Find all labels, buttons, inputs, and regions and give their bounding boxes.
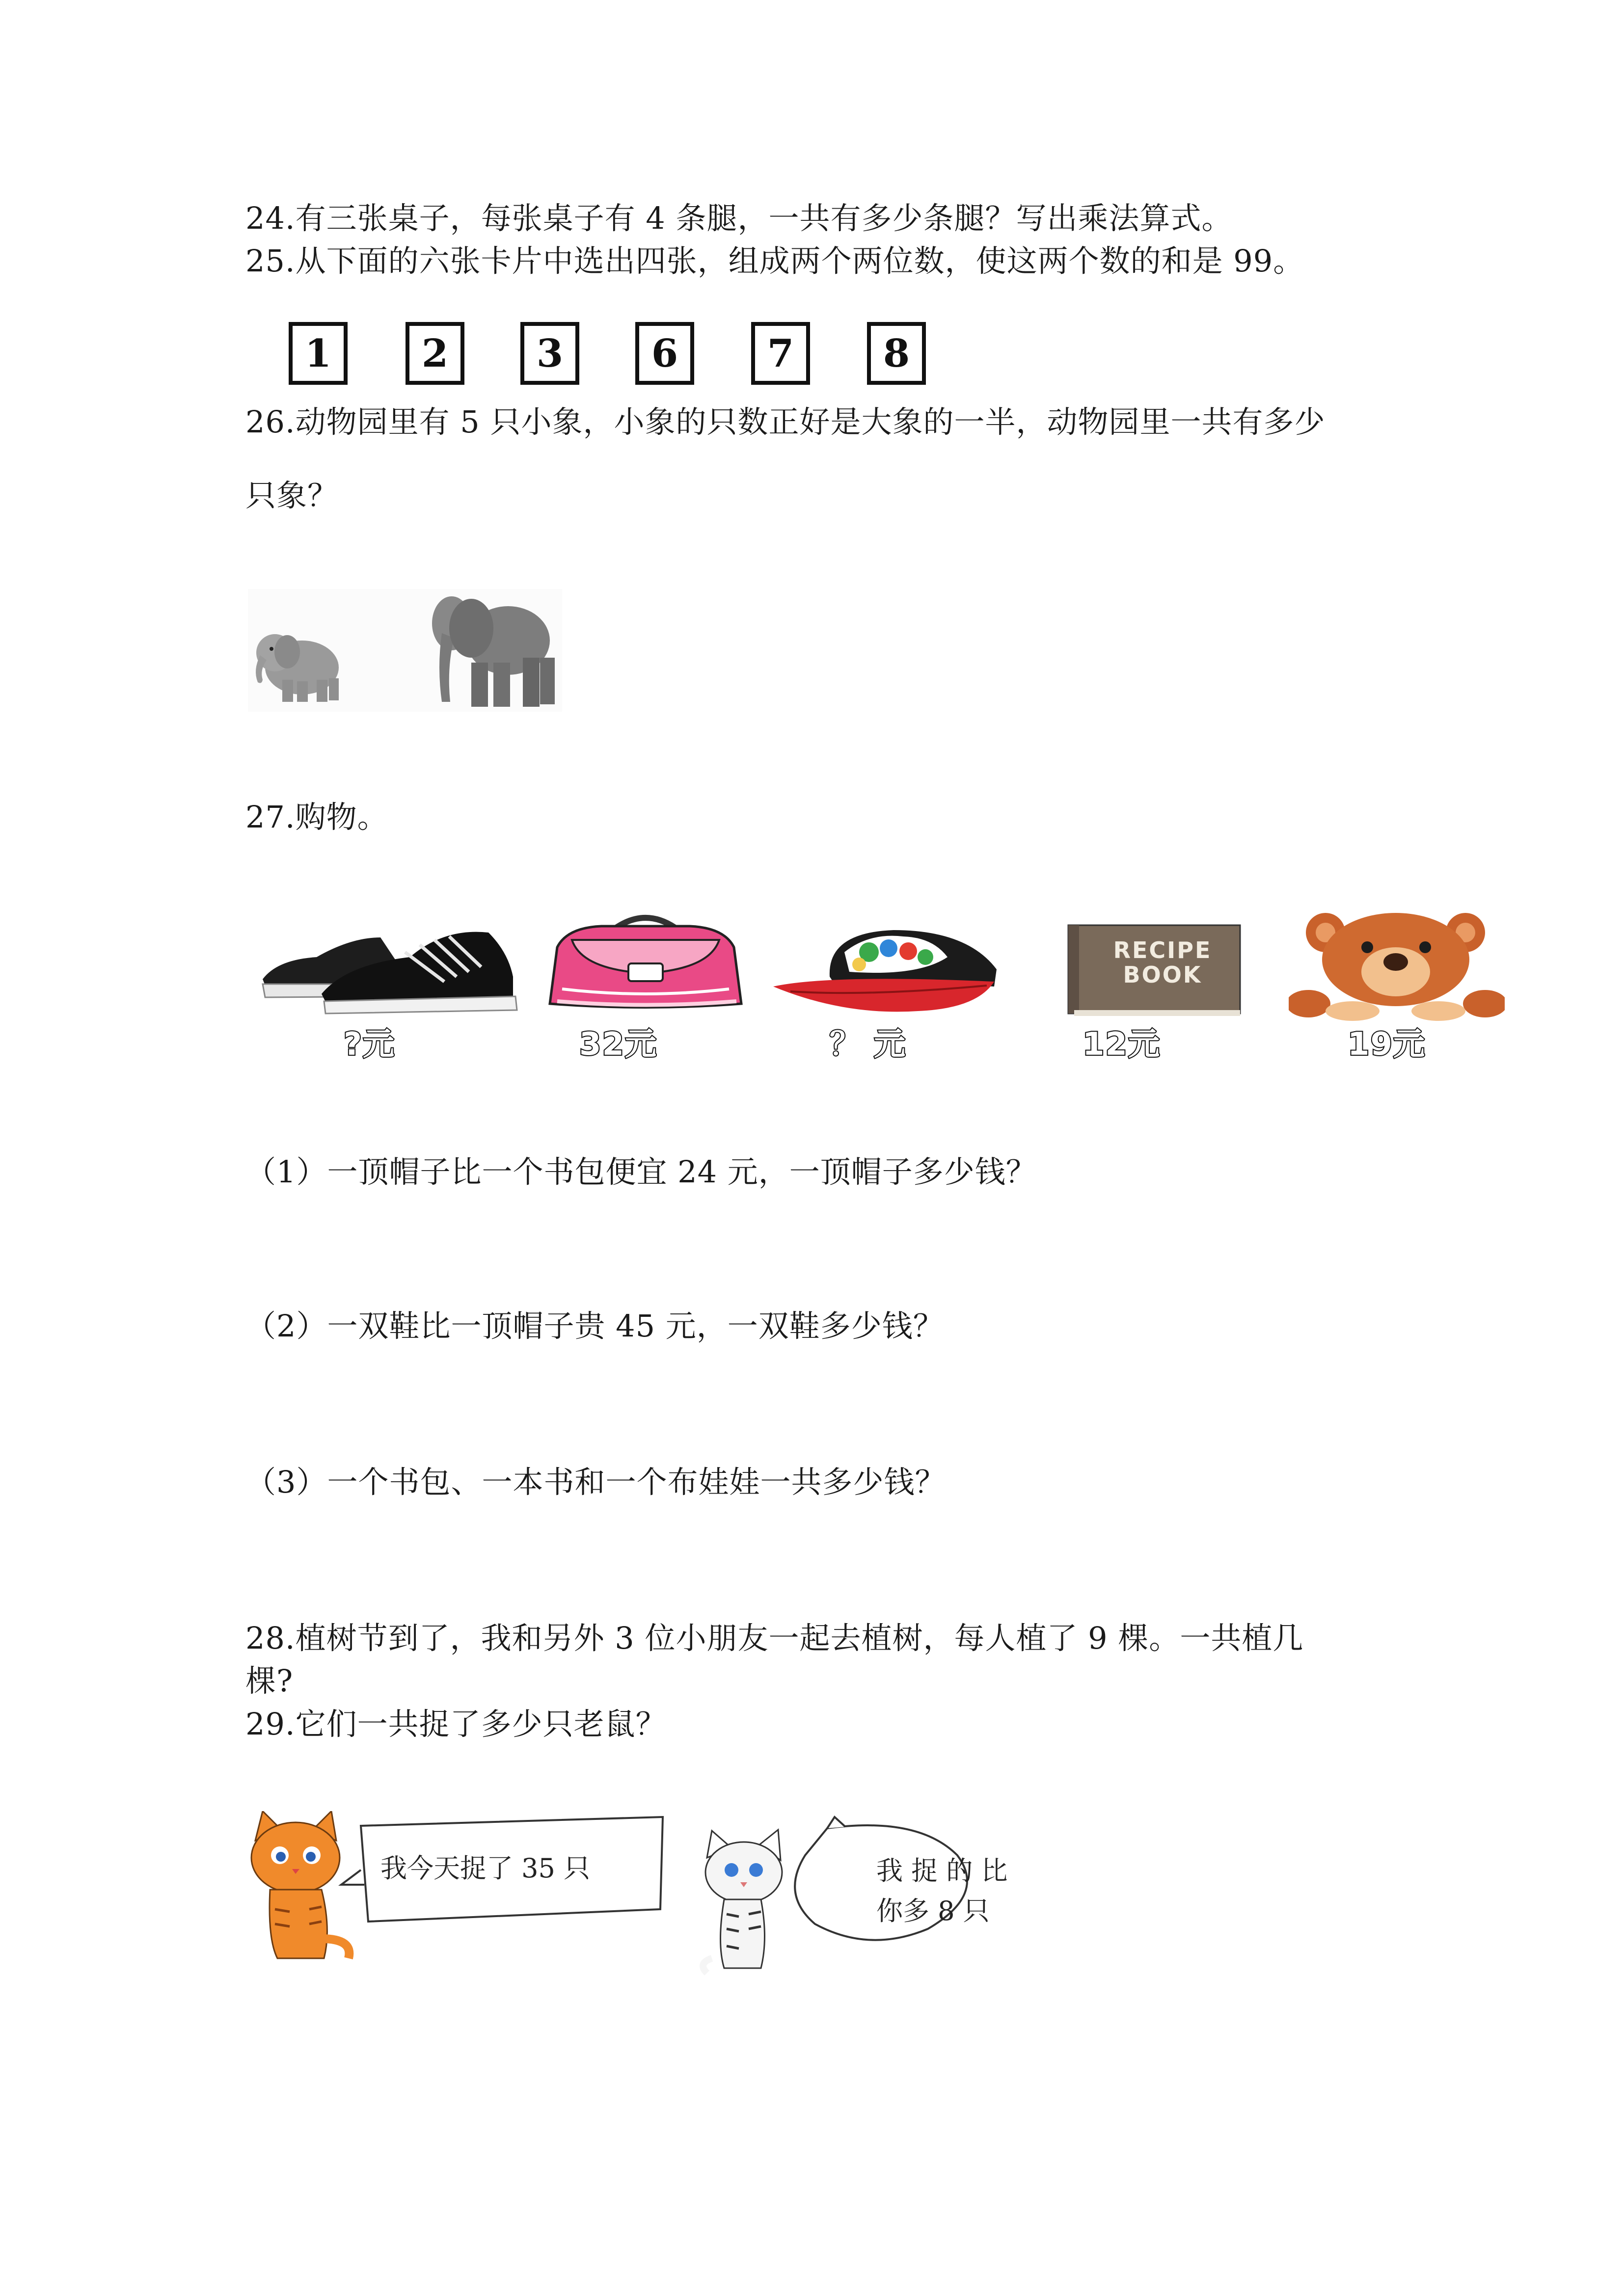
cap-icon: [771, 923, 1001, 1016]
number-card: 6: [635, 322, 694, 385]
number-card: 7: [751, 322, 810, 385]
cats-illustration: [241, 1811, 1090, 1988]
sneakers-icon: [258, 923, 528, 1016]
schoolbag-price: 32元: [579, 1026, 658, 1063]
speech-bubble-1-text: 我今天捉了 35 只: [380, 1853, 591, 1884]
question-25: 25.从下面的六张卡片中选出四张，组成两个两位数，使这两个数的和是 99。: [245, 243, 1304, 279]
question-26-line1: 26.动物园里有 5 只小象，小象的只数正好是大象的一半，动物园里一共有多少: [245, 404, 1326, 440]
number-card: 3: [520, 322, 579, 385]
white-cat-icon: [703, 1830, 782, 1973]
speech-bubble-2-line1: 我 捉 的 比: [876, 1855, 1008, 1886]
question-27-sub1: （1）一顶帽子比一个书包便宜 24 元，一顶帽子多少钱？: [245, 1154, 1037, 1190]
number-card: 1: [289, 322, 348, 385]
book-cover-line2: BOOK: [1123, 961, 1202, 988]
question-28-line1: 28.植树节到了，我和另外 3 位小朋友一起去植树，每人植了 9 棵。一共植几: [245, 1620, 1304, 1656]
question-27: 27.购物。: [245, 799, 388, 835]
speech-bubble-2-line2: 你多 8 只: [876, 1896, 990, 1926]
elephants-illustration: [248, 589, 562, 712]
teddy-bear-icon: [1289, 910, 1505, 1021]
book-icon: [1064, 923, 1246, 1018]
schoolbag-icon: [542, 910, 749, 1016]
number-card: 2: [406, 322, 464, 385]
number-card: 8: [867, 322, 926, 385]
book-cover-line1: RECIPE: [1113, 937, 1212, 963]
speech-bubble-1: [341, 1817, 663, 1922]
question-27-sub3: （3）一个书包、一本书和一个布娃娃一共多少钱？: [245, 1464, 946, 1500]
question-24: 24.有三张桌子，每张桌子有 4 条腿，一共有多少条腿？写出乘法算式。: [245, 200, 1233, 236]
speech-bubble-2: [795, 1817, 1007, 1940]
question-29: 29.它们一共捉了多少只老鼠？: [245, 1706, 667, 1742]
cap-price: ？ 元: [830, 1026, 907, 1063]
orange-cat-icon: [251, 1811, 349, 1958]
sneakers-price: ?元: [344, 1026, 396, 1063]
question-27-sub2: （2）一双鞋比一顶帽子贵 45 元，一双鞋多少钱？: [245, 1308, 944, 1344]
question-26-line2: 只象？: [245, 478, 339, 513]
book-price: 12元: [1083, 1026, 1161, 1063]
question-28-line2: 棵?: [245, 1663, 294, 1699]
teddy-bear-price: 19元: [1348, 1026, 1426, 1063]
